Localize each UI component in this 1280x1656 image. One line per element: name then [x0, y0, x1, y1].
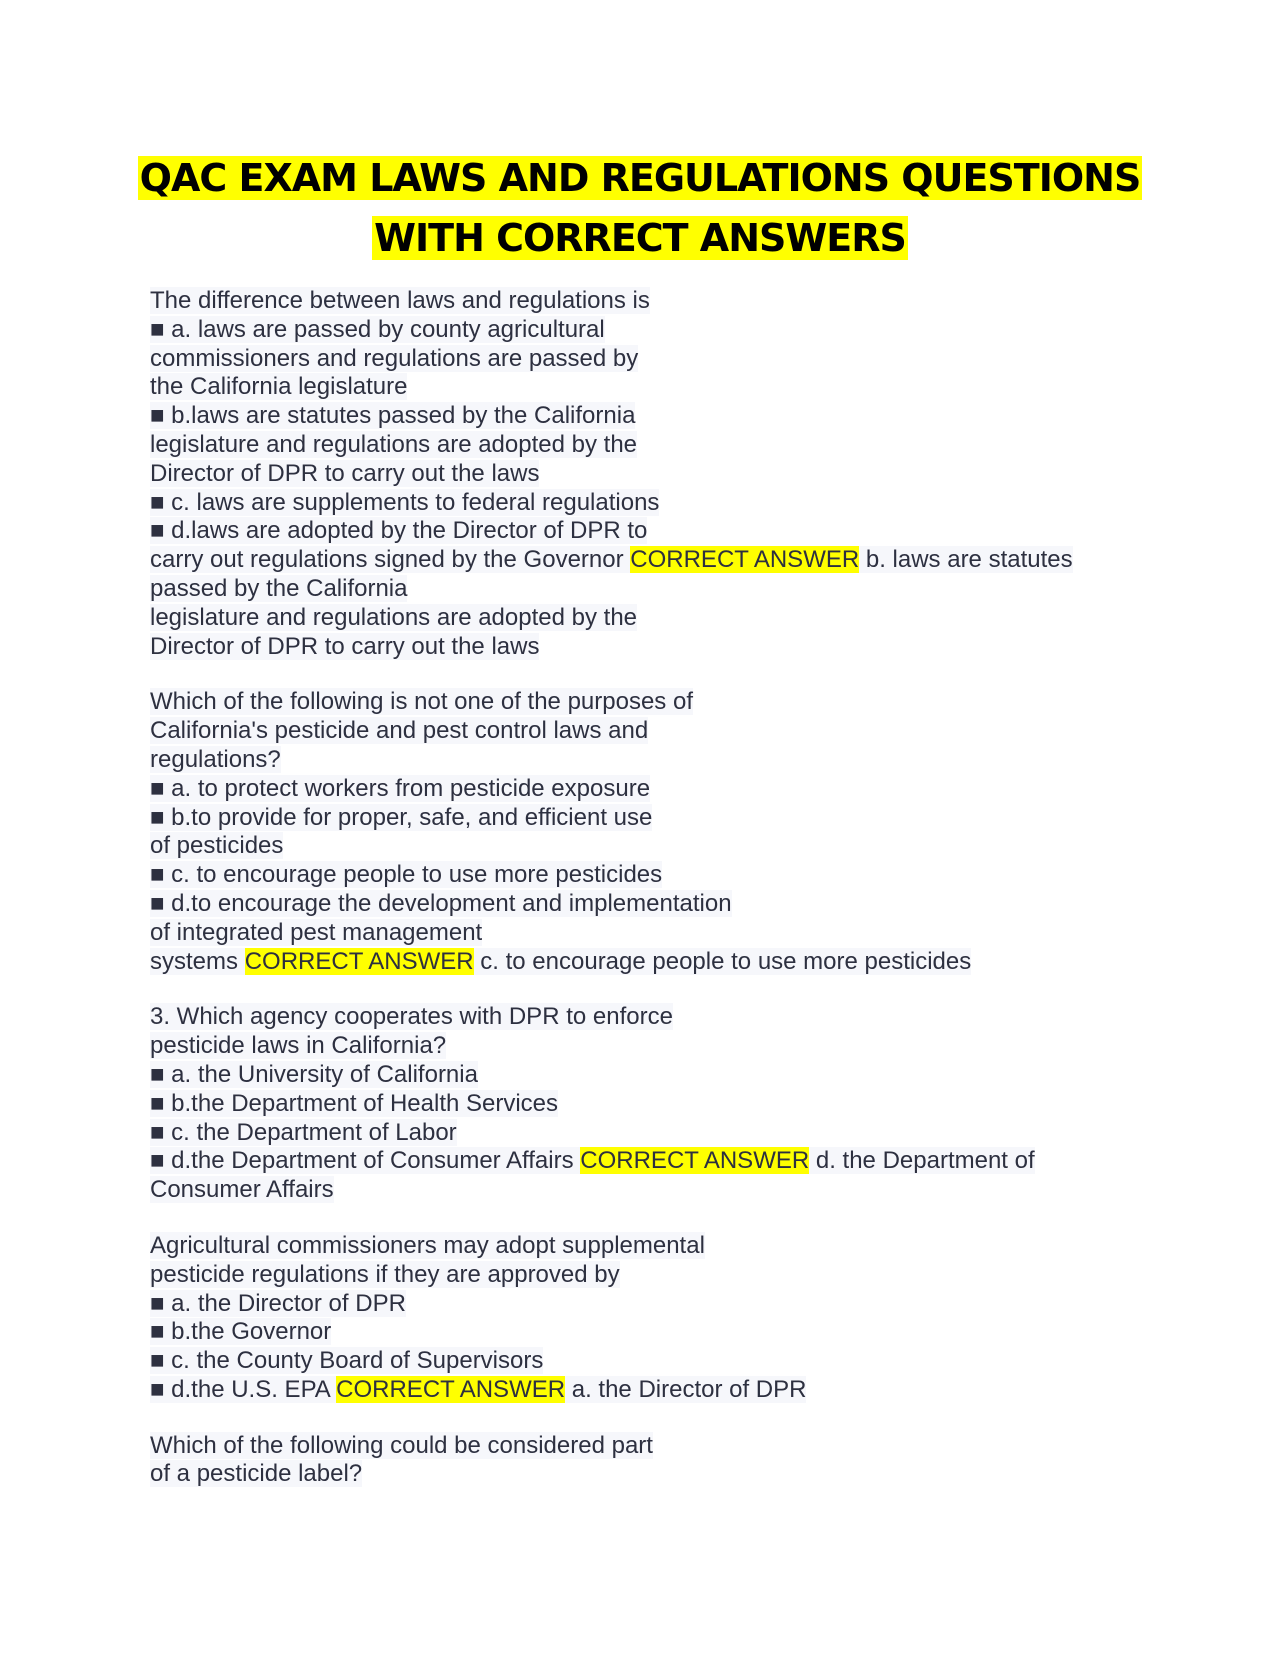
document-body	[150, 287, 1150, 1489]
option-line: ■ a. laws are passed by county agricultural	[150, 315, 605, 343]
option-line: of integrated pest management	[150, 918, 483, 946]
option-line: ■ b.the Department of Health Services	[150, 1089, 559, 1117]
question-block-4	[150, 1232, 1150, 1405]
question-text-line: Agricultural commissioners may adopt supplemental	[150, 1231, 705, 1259]
correct-answer-highlight: CORRECT ANSWER	[630, 546, 860, 574]
question-text-line: pesticide laws in California?	[150, 1032, 447, 1060]
question-text-line: 3. Which agency cooperates with DPR to enforce	[150, 1003, 673, 1031]
question-block-2	[150, 688, 1150, 976]
answer-line: systems CORRECT ANSWER c. to encourage people to use more pesticides	[150, 947, 972, 975]
question-text-line: Which of the following could be considered part	[150, 1431, 653, 1459]
option-line: ■ b.the Governor	[150, 1318, 332, 1346]
correct-answer-highlight: CORRECT ANSWER	[244, 947, 474, 975]
question-block-3	[150, 1003, 1150, 1205]
answer-line: passed by the California	[150, 574, 408, 602]
option-line: ■ c. the County Board of Supervisors	[150, 1347, 544, 1375]
answer-line: ■ d.the Department of Consumer Affairs CORRECT ANSWER d. the Department of	[150, 1147, 1035, 1175]
question-block-1	[150, 287, 1150, 661]
answer-line: Consumer Affairs	[150, 1176, 334, 1204]
answer-line: carry out regulations signed by the Governor CORRECT ANSWER b. laws are statutes	[150, 546, 1073, 574]
option-line: commissioners and regulations are passed by	[150, 344, 639, 372]
answer-line: ■ d.the U.S. EPA CORRECT ANSWER a. the Director of DPR	[150, 1375, 807, 1403]
question-block-5	[150, 1432, 1150, 1490]
question-text-line: Which of the following is not one of the purposes of	[150, 688, 693, 716]
option-line: ■ c. the Department of Labor	[150, 1118, 457, 1146]
option-line: ■ b.laws are statutes passed by the California	[150, 402, 636, 430]
option-line: ■ d.laws are adopted by the Director of DPR to	[150, 517, 648, 545]
option-line: of pesticides	[150, 832, 284, 860]
option-line: ■ b.to provide for proper, safe, and efficient use	[150, 803, 653, 831]
question-text-line: pesticide regulations if they are approved by	[150, 1260, 620, 1288]
option-line: Director of DPR to carry out the laws	[150, 459, 540, 487]
option-line: the California legislature	[150, 373, 408, 401]
correct-answer-highlight: CORRECT ANSWER	[580, 1147, 810, 1175]
option-line: ■ a. the University of California	[150, 1060, 478, 1088]
option-line: ■ c. laws are supplements to federal regulations	[150, 488, 660, 516]
question-text-line: The difference between laws and regulations is	[150, 287, 650, 314]
question-text-line: regulations?	[150, 745, 281, 773]
document-title	[0, 148, 1280, 268]
option-line: ■ a. to protect workers from pesticide exposure	[150, 774, 651, 802]
question-text-line: of a pesticide label?	[150, 1460, 363, 1488]
title-line-2: WITH CORRECT ANSWERS	[374, 216, 906, 260]
option-line: ■ c. to encourage people to use more pesticides	[150, 861, 663, 889]
answer-line: Director of DPR to carry out the laws	[150, 632, 540, 660]
answer-line: legislature and regulations are adopted by the	[150, 603, 638, 631]
question-text-line: California's pesticide and pest control laws and	[150, 717, 649, 745]
title-line-1: QAC EXAM LAWS AND REGULATIONS QUESTIONS	[139, 156, 1141, 200]
option-line: legislature and regulations are adopted by the	[150, 430, 638, 458]
option-line: ■ a. the Director of DPR	[150, 1289, 406, 1317]
option-line: ■ d.to encourage the development and implementation	[150, 889, 732, 917]
correct-answer-highlight: CORRECT ANSWER	[336, 1375, 566, 1403]
